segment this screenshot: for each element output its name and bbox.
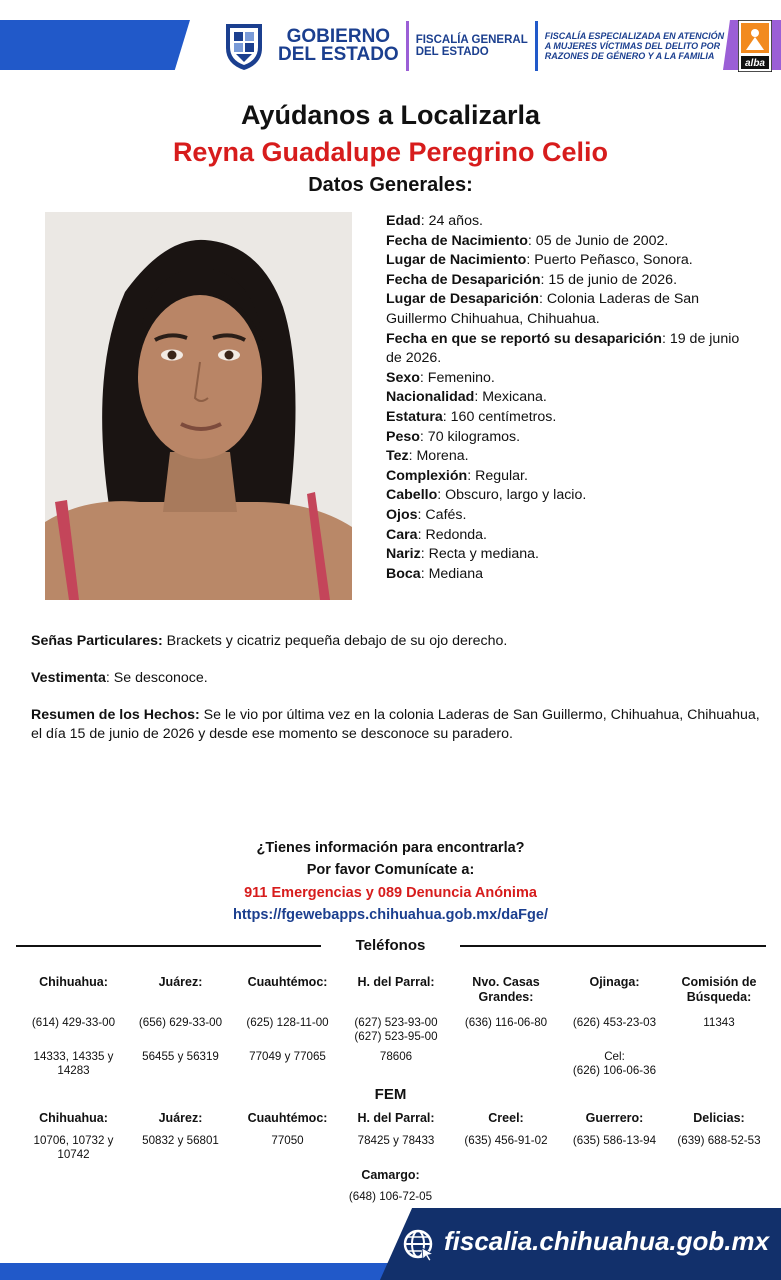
resumen-label: Resumen de los Hechos: (31, 707, 200, 723)
globe-icon (402, 1228, 435, 1261)
city-header: Cuauhtémoc: (247, 1111, 328, 1125)
city-header: Guerrero: (585, 1111, 644, 1125)
detail-value: : 24 años. (420, 213, 484, 229)
fem-logo (545, 31, 724, 61)
extension-cell: 77050 (271, 1134, 304, 1147)
fem-line1: FISCALÍA ESPECIALIZADA EN ATENCIÓN (544, 31, 725, 41)
city-header: Chihuahua: (39, 975, 108, 989)
extension-cell: 14333, 14335 y 14283 (33, 1050, 114, 1077)
extension-cell: 10706, 10732 y 10742 (33, 1134, 114, 1161)
detail-row (386, 369, 746, 389)
detail-value: : Regular. (467, 467, 528, 484)
resumen-hechos (31, 706, 761, 744)
detail-value: : Recta y mediana. (420, 546, 539, 563)
fiscalia-line2: DEL ESTADO (415, 46, 489, 58)
detail-value: : Colonia Laderas de San Guillermo Chihuahua, Chihuahua. (386, 291, 700, 327)
detail-label: Nariz (386, 546, 421, 563)
vestimenta (31, 669, 761, 688)
extension-cell: 56455 y 56319 (142, 1050, 219, 1063)
camargo-phone: (648) 106-72-05 (348, 1190, 433, 1203)
detail-label: Cabello (386, 487, 438, 504)
detail-value: : Mexicana. (474, 389, 547, 406)
detail-label: Ojos (386, 506, 418, 523)
telefonos-row1 (20, 1016, 770, 1044)
footer-website-link[interactable]: fiscalia.chihuahua.gob.mx (444, 1226, 770, 1256)
detail-row (386, 388, 746, 408)
detail-label: Estatura (386, 408, 443, 425)
camargo-label: Camargo: (361, 1168, 420, 1182)
phone-cell: (656) 629-33-00 (138, 1016, 223, 1029)
city-header: Ojinaga: (589, 975, 640, 989)
detail-label: Tez (386, 448, 409, 465)
detail-label: Lugar de Desaparición (386, 291, 539, 308)
detail-label: Edad (386, 213, 421, 229)
resumen-value: Se le vio por última vez en la colonia Laderas de San Guillermo, Chihuahua, Chihuahua, el día 15 de junio de 2026 y desde ese momento se desconoce su paradero. (31, 707, 760, 742)
extension-cell: (639) 688-52-53 (677, 1134, 761, 1147)
detail-label: Peso (386, 428, 420, 445)
phone-cell: (627) 523-93-00 (627) 523-95-00 (354, 1016, 438, 1043)
city-header: Chihuahua: (39, 1111, 108, 1125)
alba-logo-icon (738, 20, 772, 72)
detail-row (386, 506, 746, 526)
extension-cell: (635) 456-91-02 (464, 1134, 548, 1147)
extension-cell: 78425 y 78433 (357, 1134, 435, 1147)
detail-label: Fecha de Nacimiento (386, 232, 528, 249)
detail-row (386, 545, 746, 565)
city-header: H. del Parral: (357, 1111, 435, 1125)
detail-label: Cara (386, 526, 418, 543)
fem-title: FEM (374, 1086, 407, 1103)
detail-row (386, 330, 746, 369)
extension-cell: (635) 586-13-94 (572, 1134, 657, 1147)
detail-value: : Redonda. (417, 526, 487, 543)
telefonos-title: Teléfonos (355, 937, 426, 954)
details-list (386, 212, 746, 584)
telefonos-row2 (20, 1050, 770, 1078)
header-divider (406, 21, 409, 71)
detail-value: : Cafés. (417, 506, 467, 523)
detail-row (386, 271, 746, 291)
footer-blue-band (0, 1263, 400, 1280)
gobierno-line1: GOBIERNO (286, 26, 391, 47)
detail-value: : Obscuro, largo y lacio. (437, 487, 587, 504)
contact-please: Por favor Comunícate a: (306, 862, 475, 878)
detail-row (386, 408, 746, 428)
detail-label: Fecha en que se reportó su desaparición (386, 330, 662, 347)
detail-row (386, 467, 746, 487)
phone-cell: (636) 116-06-80 (464, 1016, 548, 1029)
detail-row (386, 565, 746, 585)
fem-line3: RAZONES DE GÉNERO Y A LA FAMILIA (544, 51, 715, 61)
gobierno-line2: DEL ESTADO (278, 44, 399, 65)
senas-particulares (31, 632, 761, 651)
city-header: Cuauhtémoc: (247, 975, 328, 989)
detail-label: Nacionalidad (386, 389, 475, 406)
phone-cell: 11343 (703, 1016, 735, 1029)
report-link[interactable]: https://fgewebapps.chihuahua.gob.mx/daFge/ (233, 907, 548, 923)
detail-value: : 70 kilogramos. (419, 428, 521, 445)
detail-row (386, 486, 746, 506)
detail-value: : 19 de junio de 2026. (386, 330, 740, 367)
extension-cell (668, 1050, 770, 1078)
detail-value: : Femenino. (419, 369, 495, 386)
detail-value: : Mediana (420, 565, 484, 582)
missing-person-photo (45, 212, 352, 600)
state-shield-icon (222, 20, 266, 72)
phone-cell: (625) 128-11-00 (246, 1016, 329, 1029)
city-header: Juárez: (158, 975, 203, 989)
extension-cell: 50832 y 56801 (142, 1134, 219, 1147)
city-header: Nvo. Casas Grandes: (472, 975, 540, 1004)
extension-cell: 78606 (379, 1050, 413, 1063)
city-header: H. del Parral: (357, 975, 435, 989)
vestimenta-value: : Se desconoce. (105, 670, 208, 686)
extension-cell: 77049 y 77065 (249, 1050, 326, 1063)
phone-cell: (626) 453-23-03 (572, 1016, 657, 1029)
detail-row (386, 447, 746, 467)
phone-cell: (614) 429-33-00 (31, 1016, 116, 1029)
alba-label: alba (745, 58, 766, 69)
extension-cell (451, 1050, 561, 1078)
senas-value: Brackets y cicatriz pequeña debajo de su ojo derecho. (162, 633, 508, 649)
detail-value: : Puerto Peñasco, Sonora. (526, 252, 693, 269)
city-header: Delicias: (693, 1111, 745, 1125)
contact-question: ¿Tienes información para encontrarla? (256, 840, 525, 856)
missing-person-name: Reyna Guadalupe Peregrino Celio (172, 137, 609, 167)
detail-row (386, 428, 746, 448)
fem-headers (20, 1111, 770, 1126)
detail-row (386, 212, 746, 232)
detail-label: Lugar de Nacimiento (386, 252, 527, 269)
detail-label: Boca (386, 565, 421, 582)
detail-value: : 160 centímetros. (442, 408, 557, 425)
vestimenta-label: Vestimenta (31, 670, 106, 686)
detail-label: Sexo (386, 369, 420, 386)
section-heading: Datos Generales: (308, 174, 473, 196)
detail-row (386, 526, 746, 546)
detail-row (386, 290, 746, 329)
page-title: Ayúdanos a Localizarla (240, 100, 541, 130)
city-header: Juárez: (158, 1111, 203, 1125)
telefonos-headers (20, 975, 770, 1005)
city-header: Creel: (488, 1111, 524, 1125)
gobierno-logo (278, 28, 399, 64)
fiscalia-logo (416, 34, 528, 58)
detail-label: Complexión (386, 467, 468, 484)
header-divider (535, 21, 538, 71)
emergency-numbers: 911 Emergencias y 089 Denuncia Anónima (244, 885, 537, 901)
extension-cell: Cel: (626) 106-06-36 (572, 1050, 657, 1077)
detail-row (386, 251, 746, 271)
city-header: Comisión de Búsqueda: (681, 975, 757, 1004)
fiscalia-line1: FISCALÍA GENERAL (415, 34, 528, 46)
detail-value: : 05 de Junio de 2002. (527, 232, 669, 249)
detail-label: Fecha de Desaparición (386, 271, 541, 288)
fem-row1 (20, 1134, 770, 1162)
detail-value: : 15 de junio de 2026. (540, 271, 678, 288)
header-logos (222, 20, 772, 72)
senas-label: Señas Particulares: (31, 633, 163, 649)
fem-line2: A MUJERES VÍCTIMAS DEL DELITO POR (544, 41, 721, 51)
detail-value: : Morena. (408, 448, 469, 465)
header-blue-band (0, 20, 190, 70)
detail-row (386, 232, 746, 252)
